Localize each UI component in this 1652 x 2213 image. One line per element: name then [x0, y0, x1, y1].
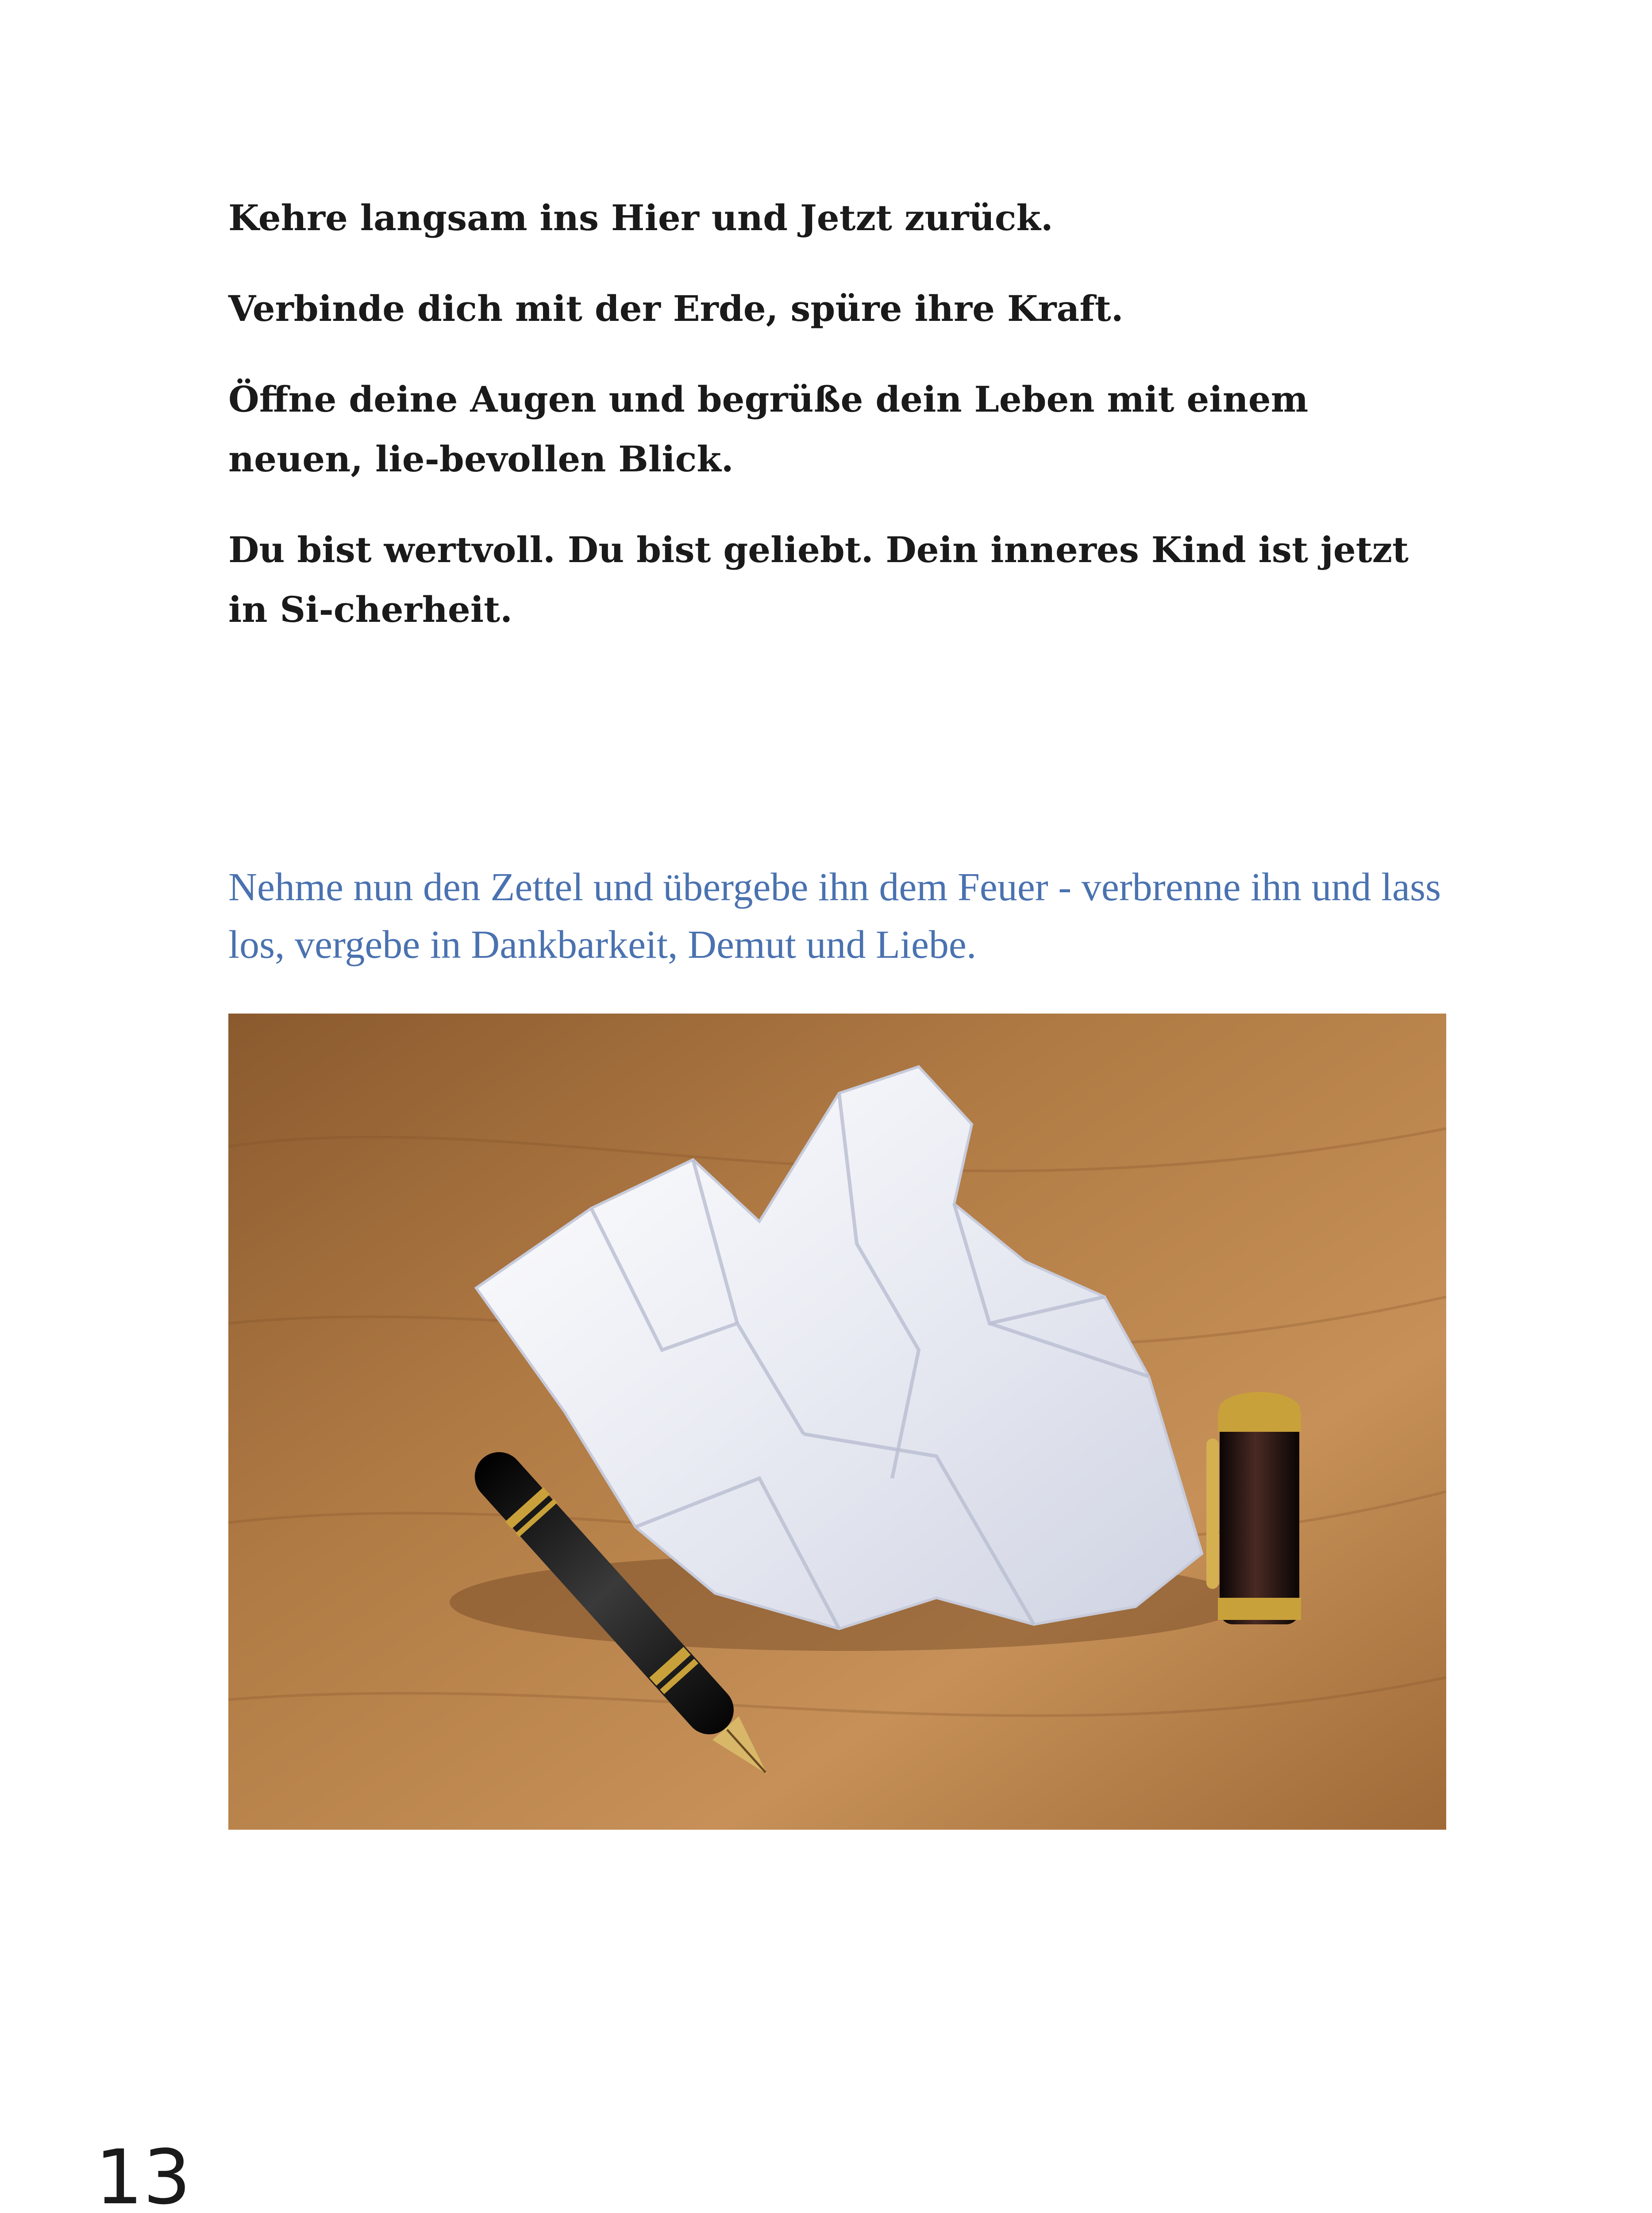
affirmation-text: [228, 188, 1450, 671]
page-number: 13: [95, 2134, 191, 2213]
crumpled-paper-and-pen-illustration: [228, 1014, 1446, 1830]
crumpled-paper-photo: [228, 1014, 1446, 1830]
instruction-text: Nehme nun den Zettel und übergebe ihn dem Feuer - verbrenne ihn und lass los, vergebe in Dankbarkeit, Demut und Liebe.: [228, 865, 1441, 967]
paragraph-return: Kehre langsam ins Hier und Jetzt zurück.: [228, 197, 1053, 239]
paragraph-open-eyes: Öffne deine Augen und begrüße dein Leben mit einem neuen, lie-bevollen Blick.: [228, 378, 1309, 480]
paragraph-earth: Verbinde dich mit der Erde, spüre ihre Kraft.: [228, 288, 1124, 329]
paragraph-valuable: Du bist wertvoll. Du bist geliebt. Dein inneres Kind ist jetzt in Si-cherheit.: [228, 529, 1409, 630]
